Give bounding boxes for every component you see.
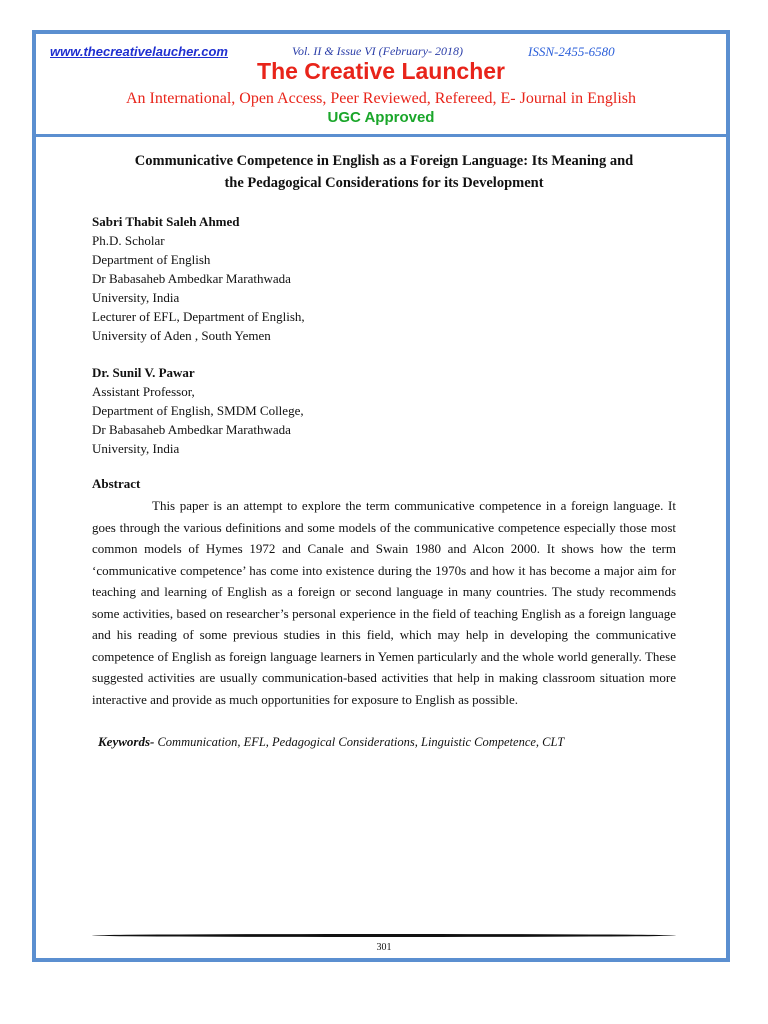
author-affiliation-line: Lecturer of EFL, Department of English,	[92, 309, 305, 324]
journal-header	[36, 34, 726, 137]
keywords-line	[92, 732, 676, 752]
volume-issue: Vol. II & Issue VI (February- 2018)	[292, 44, 463, 58]
paper-title-line-1: Communicative Competence in English as a Foreign Language: Its Meaning and	[134, 153, 634, 169]
ugc-approved-label: UGC Approved	[327, 109, 435, 126]
author-affiliation-line: University, India	[92, 441, 180, 456]
author-affiliation-line: Ph.D. Scholar	[92, 233, 165, 248]
page-number: 301	[376, 942, 392, 953]
journal-subtitle: An International, Open Access, Peer Reviewed, Refereed, E- Journal in English	[125, 90, 637, 107]
author-affiliation-line: University, India	[92, 290, 180, 305]
author-block-1	[92, 212, 676, 345]
author-affiliation-line: Dr Babasaheb Ambedkar Marathwada	[92, 422, 291, 437]
author-affiliation-line: Assistant Professor,	[92, 384, 195, 399]
author-affiliation-line: Department of English, SMDM College,	[92, 403, 304, 418]
keywords-label: Keywords-	[98, 734, 155, 749]
keywords-list: Communication, EFL, Pedagogical Considerations, Linguistic Competence, CLT	[157, 735, 565, 749]
journal-title: The Creative Launcher	[257, 58, 505, 84]
paper-content	[92, 150, 676, 752]
issn-number: ISSN-2455-6580	[528, 44, 615, 59]
author-affiliation-line: Department of English	[92, 252, 211, 267]
paper-title	[92, 150, 676, 194]
author-affiliation-line: Dr Babasaheb Ambedkar Marathwada	[92, 271, 291, 286]
author-name: Dr. Sunil V. Pawar	[92, 365, 195, 380]
abstract-heading: Abstract	[92, 476, 141, 491]
footer-divider	[92, 934, 676, 937]
paper-title-line-2: the Pedagogical Considerations for its Development	[224, 175, 544, 191]
journal-url-link[interactable]: www.thecreativelaucher.com	[50, 44, 228, 59]
author-affiliation-line: University of Aden , South Yemen	[92, 328, 271, 343]
author-block-2	[92, 363, 676, 458]
abstract-text: This paper is an attempt to explore the term communicative competence in a foreign language. It goes through the various definitions and some models of the communicative competence especially those most common models of Hymes 1972 and Canale and Swain 1980 and Alcon 2000. It shows how the term ‘communicative competence’ has come into existence during the 1970s and how it has become a major aim for teaching and learning of English as a foreign or second language in many countries. The study recommends some activities, based on researcher’s personal experience in the field of teaching English as a foreign language and his reading of some previous studies in this field, which may help in developing the communicative competence of English as foreign language learners in Yemen particularly and the whole world generally. These suggested activities are usually communication-based activities that help in making classroom situation more interactive and provide as much opportunities for exposure to English as possible.	[92, 498, 676, 707]
author-name: Sabri Thabit Saleh Ahmed	[92, 214, 240, 229]
